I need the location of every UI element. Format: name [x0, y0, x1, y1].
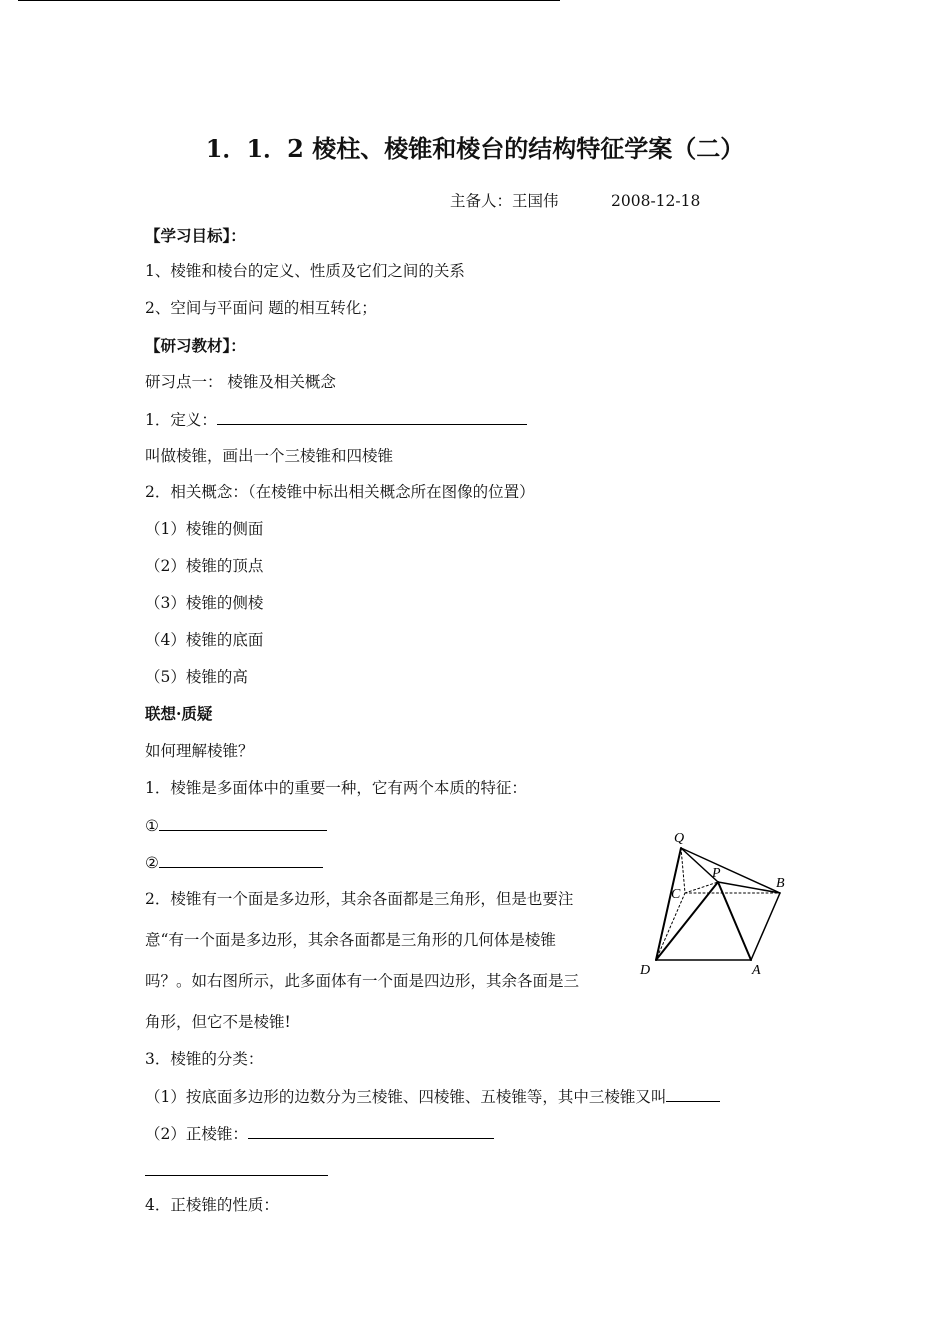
goal-1: 1、棱锥和棱台的定义、性质及它们之间的关系 — [145, 262, 465, 280]
definition-label: 1．定义： — [145, 411, 217, 429]
feature-2-marker: ② — [145, 854, 159, 872]
hidden-edge-QC — [681, 848, 685, 893]
classification-1-line — [145, 1086, 720, 1107]
page-title: 1．1．2 棱柱、棱锥和棱台的结构特征学案（二） — [205, 134, 745, 163]
goal-2: 2、空间与平面问 题的相互转化； — [145, 299, 377, 317]
polyhedron-figure — [634, 826, 794, 976]
hidden-edge-CD — [656, 893, 685, 960]
edge-QB — [681, 848, 780, 893]
edge-PA — [718, 882, 751, 960]
feature-1-marker: ① — [145, 817, 159, 835]
paragraph-2-line: 意“有一个面是多边形，其余各面都是三角形的几何体是棱锥 — [145, 931, 556, 949]
edge-PB — [718, 882, 780, 893]
paragraph-2-line: 角形，但它不是棱锥! — [145, 1013, 291, 1031]
concept-item: （4）棱锥的底面 — [145, 631, 264, 649]
definition-line — [145, 409, 527, 430]
feature-2-line — [145, 852, 323, 873]
definition-blank[interactable] — [217, 409, 527, 425]
goals-heading: 【学习目标】： — [145, 226, 246, 245]
classification-2-label: （2）正棱锥： — [145, 1125, 248, 1143]
concept-item: （3）棱锥的侧棱 — [145, 594, 264, 612]
definition-continued: 叫做棱锥，画出一个三棱锥和四棱锥 — [145, 447, 394, 465]
author-line: 主备人：王国伟 — [450, 192, 559, 210]
paragraph-2-line: 吗？。如右图所示，此多面体有一个面是四边形，其余各面是三 — [145, 972, 580, 990]
feature-1-line — [145, 815, 327, 836]
vertex-label-B: B — [776, 876, 785, 891]
classification-2-line — [145, 1123, 494, 1144]
continuation-blank-line — [145, 1160, 328, 1181]
concept-item: （5）棱锥的高 — [145, 668, 248, 686]
feature-1-blank[interactable] — [159, 815, 327, 831]
vertex-label-D: D — [640, 963, 651, 976]
concepts-label: 2．相关概念：（在棱锥中标出相关概念所在图像的位置） — [145, 483, 535, 501]
concept-item: （2）棱锥的顶点 — [145, 557, 264, 575]
think-heading: 联想·质疑 — [145, 704, 213, 723]
feature-2-blank[interactable] — [159, 852, 323, 868]
concept-item: （1）棱锥的侧面 — [145, 520, 264, 538]
vertex-label-Q: Q — [674, 831, 685, 846]
continuation-blank[interactable] — [145, 1160, 328, 1176]
vertex-label-C: C — [671, 887, 681, 902]
classification-2-blank[interactable] — [248, 1123, 494, 1139]
classification-heading: 3．棱锥的分类： — [145, 1050, 264, 1068]
feature-intro: 1．棱锥是多面体中的重要一种，它有两个本质的特征： — [145, 779, 527, 797]
header-rule — [18, 0, 560, 1]
question-understand: 如何理解棱锥？ — [145, 742, 254, 760]
paragraph-2-line: 2．棱锥有一个面是多边形，其余各面都是三角形，但是也要注 — [145, 890, 574, 908]
edge-AB — [751, 893, 780, 960]
material-heading: 【研习教材】： — [145, 336, 246, 355]
classification-1-text: （1）按底面多边形的边数分为三棱锥、四棱锥、五棱锥等，其中三棱锥又叫 — [145, 1088, 667, 1106]
classification-1-blank[interactable] — [666, 1086, 720, 1102]
vertex-label-A: A — [752, 963, 761, 976]
date: 2008-12-18 — [611, 192, 701, 210]
study-point-1: 研习点一： 棱锥及相关概念 — [145, 373, 336, 391]
vertex-label-P: P — [712, 866, 721, 881]
property-heading: 4．正棱锥的性质： — [145, 1196, 279, 1214]
